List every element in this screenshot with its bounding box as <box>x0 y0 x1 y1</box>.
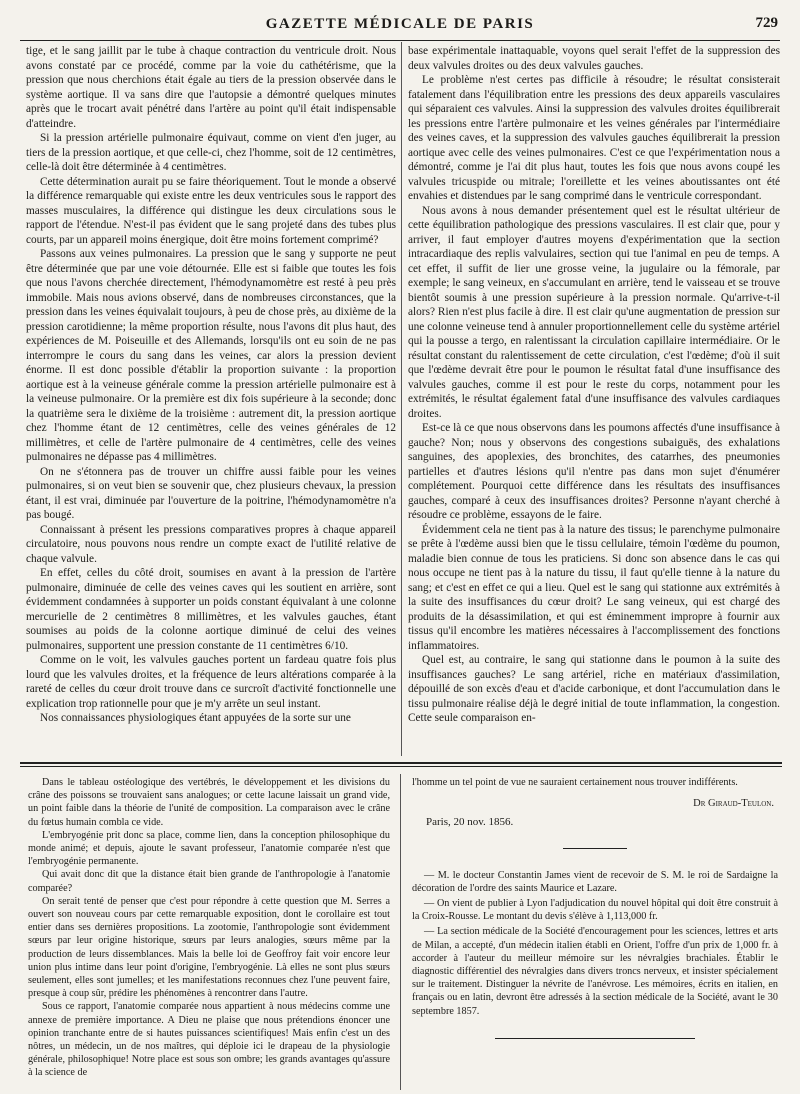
end-rule <box>495 1038 695 1039</box>
paragraph: tige, et le sang jaillit par le tube à chaque contraction du ventricule droit. Nous avons constaté par ce procédé, comme par la voie du cathétérisme, que la pression que nous cherchions était égale au tiers de la pression observée dans le système aortique. Il va sans dire que l'autopsie a démontré quelques minutes après que le trocart avait pénétré dans l'artère au point qu'il était indispensable d'atteindre. <box>26 45 396 130</box>
paragraph: L'embryogénie prit donc sa place, comme lien, dans la conception philosophique du monde animé; et depuis, ajoute le savant professeur, l'anatomie comparée n'est que l'embryogénie permanente. <box>28 829 390 868</box>
paragraph: Passons aux veines pulmonaires. La pression que le sang y supporte ne peut être déterminée que par une voie détournée. Elle est si faible que toutes les fois que nous l'avons cherchée directement, l'hémodynamomètre est resté à peu près immobile. Mais nous avions observé, dans de nombreuses circonstances, que la pression dans les veines équivalait toujours, à peu de chose près, au dixième de la pression carotidienne; la même proportion résulte, nous l'avons dit plus haut, des expériences de M. Poiseuille et des Allemands, lorsqu'ils ont eu soin de ne pas interrompre le cours du sang dans les veines, car alors la pression devient énorme. Il est donc possible d'établir la proportion suivante : la proportion aortique est à la veineuse générale comme la pression artérielle pulmonaire est à la veineuse pulmonaire. Or la première est dix fois supérieure à la seconde; donc la quatrième sera le dixième de la troisième : autrement dit, la pression aortique chez l'homme étant de 12 centimètres, celle des veines générales de 12 millimètres, et celle de l'artère pulmonaire de 4 centimètres, celle des veines pulmonaires ne dépasse pas 4 millimètres. <box>26 248 396 463</box>
page-header <box>20 14 780 41</box>
paragraph: Quel est, au contraire, le sang qui stationne dans le poumon à la suite des insuffisances gauches? Le sang artériel, riche en matériaux d'assimilation, dépouillé de son excès d'eau et d'acide carbonique, et dont l'accumulation dans le tissu pulmonaire réalise déjà le degré initial de toute inflammation, la congestion. Cette seule comparaison en- <box>408 654 780 724</box>
author-signature: Dr Giraud-Teulon. <box>693 798 774 810</box>
paragraph: Comme on le voit, les valvules gauches portent un fardeau quatre fois plus lourd que les valvules droites, et la fréquence de leurs altérations comparée à la rareté de celles du cœur droit trouve dans ce surcroît d'activité fonctionnelle une explication trop rationnelle pour que je m'y arrête un seul instant. <box>26 654 396 710</box>
paragraph: Qui avait donc dit que la distance était bien grande de l'anthropologie à l'anatomie comparée? <box>28 869 390 894</box>
news-item: — La section médicale de la Société d'encouragement pour les sciences, lettres et arts de Milan, a accepté, d'un médecin italien établi en Orient, l'offre d'un prix de 1,000 fr. à accorder à l'auteur du meilleur mémoire sur les névralgies brachiales. Établir le diagnostic différentiel des névralgies dans divers troncs nerveux, et insister spécialement sur le traitement. Distinguer la névrite de l'anévrose. Les mémoires, écrits en italien, en français ou en latin, devront être adressés à la section médicale de la Société, avant le 30 septembre 1857. <box>412 926 778 1017</box>
paragraph: Dans le tableau ostéologique des vertébrés, le développement et les divisions du crâne des poissons se trouvaient sans analogues; or cette lacune laissait un grand vide, un point faible dans la théorie de l'unité de composition. La comparaison avec le crâne du fœtus humain combla ce vide. <box>28 777 390 828</box>
section-divider <box>20 762 782 764</box>
paragraph: Si la pression artérielle pulmonaire équivaut, comme on vient d'en juger, au tiers de la pression aortique, et que celle-ci, chez l'homme, soit de 12 centimètres, celle-là doit être déterminée à 4 centimètres. <box>26 132 396 173</box>
short-rule <box>563 848 627 849</box>
upper-right-column <box>408 44 780 754</box>
paragraph: On ne s'étonnera pas de trouver un chiffre aussi faible pour les veines pulmonaires, si on veut bien se souvenir que, chez plusieurs chevaux, la pression étant, il est vrai, diminuée par l'ouverture de la poitrine, l'hémodynamomètre n'a pas bougé. <box>26 465 396 521</box>
paragraph: Connaissant à présent les pressions comparatives propres à chaque appareil circulatoire, nous pouvons nous rendre un compte exact de l'utilité relative de chaque valvule. <box>26 523 396 565</box>
page-number: 729 <box>755 15 778 31</box>
paragraph: En effet, celles du côté droit, soumises en avant à la pression de l'artère pulmonaire, diminuée de celle des veines caves qui les soutient en arrière, sont évidemment condamnées à supporter un poids constant équivalant à une colonne mercurielle de 2 centimètres 8 millimètres, et les valvules gauches, étant soumises au poids de la colonne aortique diminué de celui des veines pulmonaires, supportent une pression constante de 11 centimètres 6/10. <box>26 567 396 652</box>
paragraph: On serait tenté de penser que c'est pour répondre à cette question que M. Serres a ouvert son nouveau cours par cette remarquable exposition, dont le corollaire est tout entier dans ses dernières propositions. La zootomie, l'anthropologie sont évidemment sœurs par leur origine historique, sœurs par leurs analogies, sœurs même par la production de leurs dissemblances. Mais la belle loi de Geoffroy fait voir encore leur union plus intime dans leur point d'origine, l'embryogénie. Là elles ne sont plus sœurs seulement, elles sont jumelles; et les manifestations reconnues chez l'une peuvent faire, presque à coup sûr, prédire les phénomènes à rencontrer dans l'autre. <box>28 895 390 1000</box>
paragraph: Nous avons à nous demander présentement quel est le résultat ultérieur de cette équilibration pathologique des pressions vasculaires. Il est clair que, pour y arriver, il faut employer d'autres moyens d'expérimentation que la section intracardiaque des replis valvulaires, section qui tue l'animal en peu de temps. A cet effet, il suffit de lier une grosse veine, la jugulaire ou la fémorale, par exemple; le sang veineux, en s'accumulant en arrière, tend le vaisseau et se trouve bientôt soumis à une pression supérieure à la pression normale. Qu'arrive-t-il alors? Rien n'est plus facile à dire. Il est clair qu'une augmentation de pression sur une colonne veineuse tend à annuler proportionnellement celle du système artériel qui la pousse a tergo, en ralentissant la circulation capillaire intermédiaire. Or le résultat constant du ralentissement de cette circulation, c'est l'œdème; d'où il suit que l'œdème devrait être pour le poumon le résultat fatal d'une insuffisance des valvules gauches, comme il est pour le reste du corps, notamment pour les extrémités, le résultat également fatal d'une insuffisance des valvules cardiaques droites. <box>408 204 780 420</box>
journal-title: GAZETTE MÉDICALE DE PARIS <box>265 16 535 32</box>
paragraph: Évidemment cela ne tient pas à la nature des tissus; le parenchyme pulmonaire se prête à l'œdème aussi bien que le tissu cellulaire, témoin l'œdème du poumon, maladie bien connue de tous les praticiens. Si donc son absence dans le cas qui nous occupe ne tient pas à la nature du tissu, il faut qu'elle tienne à la nature du sang; et c'est en effet ce qui a lieu. Quel est le sang qui stationne aux extrémités à la suite des insuffisances du cœur droit? Le sang veineux, qui est chargé des produits de la désassimilation, et qui est éminemment impropre à fournir aux tissus qu'il encombre les matières nécessaires à l'accomplissement des fonctions inflammatoires. <box>408 523 780 652</box>
feuilleton-left-column <box>28 776 390 1088</box>
upper-left-column <box>26 44 396 754</box>
column-divider <box>401 42 402 756</box>
section-divider-thin <box>20 766 782 767</box>
dateline: Paris, 20 nov. 1856. <box>426 816 514 829</box>
paragraph: base expérimentale inattaquable, voyons quel serait l'effet de la suppression des deux valvules droites ou des deux valvules gauches. <box>408 45 780 72</box>
paragraph: Sous ce rapport, l'anatomie comparée nous appartient à nous médecins comme une annexe de première importance. A Dieu ne plaise que nous prétendions énoncer une opinion tranchante entre de si hautes puissances scientifiques! Mais enfin c'est un des nôtres, un médecin, un de nos maîtres, qui déploie ici le drapeau de la physiologie générale, philosophique! Notre place est sous son ombre; les grands avantages qu'assure à la science de <box>28 1001 390 1079</box>
feuilleton-column-divider <box>400 774 401 1090</box>
paragraph: Cette détermination aurait pu se faire théoriquement. Tout le monde a observé la différence remarquable qui existe entre les deux ventricules sous le rapport des masses musculaires, la différence qui distingue les deux circulations sous le rapport de l'étendue. N'est-il pas évident que le sang projeté dans des tubes plus courts, par un appareil moins énergique, doit être moins fortement comprimé? <box>26 175 396 246</box>
paragraph: Nos connaissances physiologiques étant appuyées de la sorte sur une <box>40 712 351 724</box>
news-item: — On vient de publier à Lyon l'adjudication du nouvel hôpital qui doit être construit à la Croix-Rousse. Le montant du devis s'élève à 1,113,000 fr. <box>412 898 778 923</box>
feuilleton-right-column <box>412 776 778 1088</box>
news-item: — M. le docteur Constantin James vient de recevoir de S. M. le roi de Sardaigne la décoration de l'ordre des saints Maurice et Lazare. <box>412 869 778 894</box>
paragraph: l'homme un tel point de vue ne sauraient certainement nous trouver indifférents. <box>412 777 738 788</box>
paragraph: Est-ce là ce que nous observons dans les poumons affectés d'une insuffisance à gauche? Non; nous y observons des congestions subaiguës, des exhalations sanguines, des apoplexies, des bronchites, des catarrhes, des pneumonies partielles et d'autres lésions qu'il n'entre pas dans mon sujet d'énumérer complétement. Pourquoi cette différence dans les résultats des insuffisances gauches, comparé à ceux des insuffisances droites? Personne n'ayant cherché à résoudre ce problème, essayons de le faire. <box>408 422 780 521</box>
paragraph: Le problème n'est certes pas difficile à résoudre; le résultat consisterait fatalement dans l'équilibration entre les pressions des deux appareils vasculaires qui séparaient ces valvules. Ainsi la suppression des valvules droites équilibrerait les pressions entre l'artère pulmonaire et les veines générales par l'intermédiaire des veines caves, et la suppression des valvules gauches équilibrerait la pression aortique avec celle des veines pulmonaires. C'est ce que l'expérimentation nous a démontré, comme je l'ai dit plus haut, toutes les fois que nous avons coupé les valvules tricuspide ou mitrale; l'oreillette et les veines aboutissantes ont été envahies et distendues par le sang comprimé dans le ventricule correspondant. <box>408 74 780 202</box>
